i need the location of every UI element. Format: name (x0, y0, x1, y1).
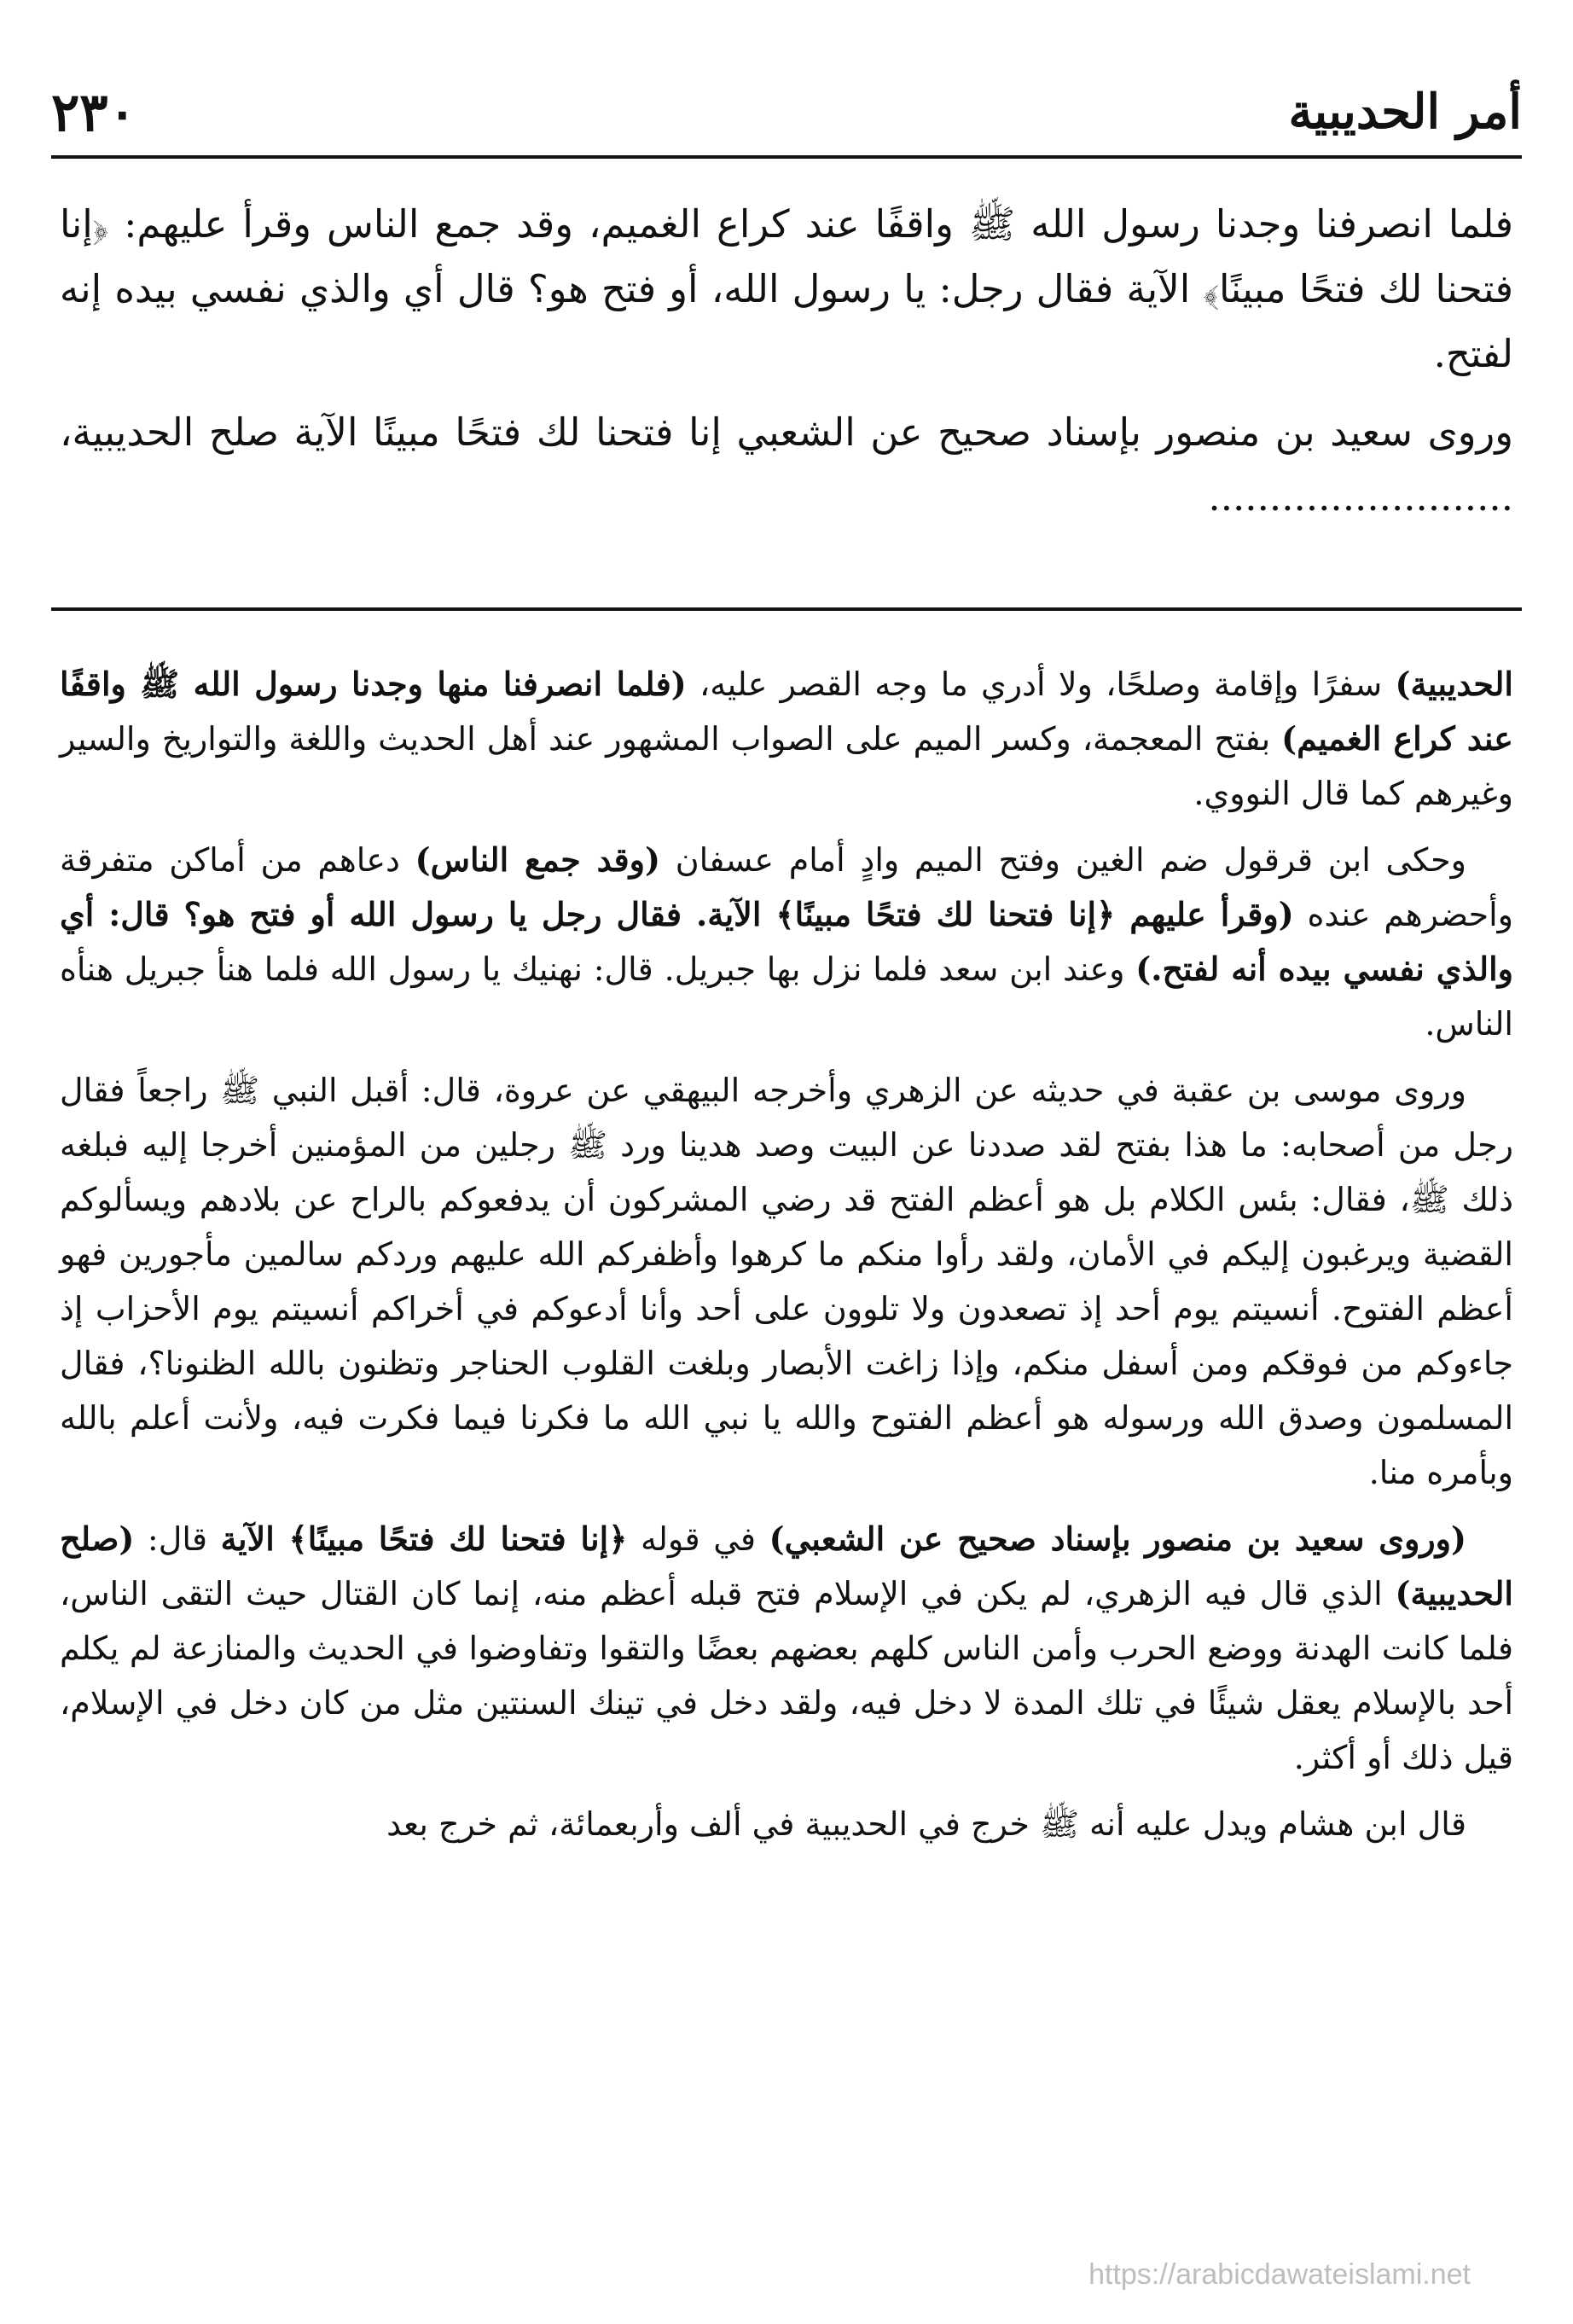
commentary-paragraph (60, 1512, 1513, 1785)
commentary-text: قال: (134, 1520, 221, 1558)
quoted-text: (وقرأ عليهم ﴿إنا فتحنا لك فتحًا مبينًا﴾ الآية. فقال رجل يا رسول الله أو فتح هو؟ قال: أي والذي نفسي بيده أنه لفتح.) (60, 895, 1513, 988)
commentary-text: وعند ابن سعد فلما نزل بها جبريل. قال: نهنيك يا رسول الله فلما هنأ جبريل هنأه الناس. (60, 950, 1513, 1043)
text-commentary-divider (51, 607, 1522, 611)
quoted-text: (وقد جمع الناس) (415, 840, 661, 879)
ellipsis-dots: ......................... (1208, 474, 1513, 520)
commentary-text: دعاهم من أماكن متفرقة وأحضرهم عنده (60, 841, 1513, 933)
watermark-url: https://arabicdawateislami.net (1088, 2258, 1471, 2291)
quoted-text: الحديبية) (1395, 665, 1513, 703)
running-title: أمر الحديبية (1288, 84, 1522, 140)
page-number: ٢٣٠ (51, 80, 136, 143)
commentary (60, 657, 1513, 1863)
main-paragraph-text: وروى سعيد بن منصور بإسناد صحيح عن الشعبي إنا فتحنا لك فتحًا مبينًا الآية صلح الحديبية، (60, 410, 1513, 455)
main-text (60, 192, 1513, 543)
quoted-text: (وروى سعيد بن منصور بإسناد صحيح عن الشعبي) (769, 1519, 1466, 1558)
commentary-paragraph: وروى موسى بن عقبة في حديثه عن الزهري وأخرجه البيهقي عن عروة، قال: أقبل النبي ﷺ راجعاً فقال رجل من أصحابه: ما هذا بفتح لقد صددنا عن البيت وصد هدينا ورد ﷺ رجلين من المؤمنين أخرجا إليه فبلغه ذلك ﷺ، فقال: بئس الكلام بل هو أعظم الفتح قد رضي المشركون أن يدفعوكم بالراح عن بلادهم ويسألوكم القضية ويرغبون إليكم في الأمان، ولقد رأوا منكم ما كرهوا وأظفركم الله عليهم وردكم سالمين مأجورين فهو أعظم الفتوح. أنسيتم يوم أحد إذ تصعدون ولا تلوون على أحد وأنا أدعوكم في أخراكم أنسيتم يوم الأحزاب إذ جاءوكم من فوقكم ومن أسفل منكم، وإذا زاغت الأبصار وبلغت القلوب الحناجر وتظنون بالله الظنونا؟، فقال المسلمون وصدق الله ورسوله هو أعظم الفتوح والله يا نبي الله ما فكرنا فيما فكرت فيه، ولأنت أعلم بالله وبأمره منا. (60, 1072, 1513, 1491)
quoted-text: (فلما انصرفنا منها وجدنا رسول الله ﷺ واقفًا عند كراع الغميم) (60, 665, 1513, 758)
commentary-paragraph: قال ابن هشام ويدل عليه أنه ﷺ خرج في الحديبية في ألف وأربعمائة، ثم خرج بعد (386, 1805, 1466, 1843)
commentary-text: في قوله (627, 1520, 769, 1558)
quoted-text: (صلح الحديبية) (60, 1519, 1513, 1612)
commentary-text: سفرًا وإقامة وصلحًا، ولا أدري ما وجه القصر عليه، (686, 665, 1396, 703)
quoted-text: ﴿إنا فتحنا لك فتحًا مبينًا﴾ الآية (220, 1519, 628, 1558)
commentary-text: وحكى ابن قرقول ضم الغين وفتح الميم وادٍ أمام عسفان (660, 841, 1466, 879)
commentary-paragraph (60, 833, 1513, 1051)
main-paragraph: فلما انصرفنا وجدنا رسول الله ﷺ واقفًا عند كراع الغميم، وقد جمع الناس وقرأ عليهم: ﴿إنا فتحنا لك فتحًا مبينًا﴾ الآية فقال رجل: يا رسول الله، أو فتح هو؟ قال أي والذي نفسي بيده إنه لفتح. (60, 201, 1513, 376)
page-header (51, 82, 1522, 142)
header-divider (51, 155, 1522, 159)
commentary-text: بفتح المعجمة، وكسر الميم على الصواب المشهور عند أهل الحديث واللغة والتواريخ والسير وغيرهم كما قال النووي. (60, 720, 1513, 812)
commentary-paragraph (60, 657, 1513, 821)
commentary-text: الذي قال فيه الزهري، لم يكن في الإسلام فتح قبله أعظم منه، إنما كان القتال حيث التقى الناس، فلما كانت الهدنة ووضع الحرب وأمن الناس كلهم بعضهم بعضًا والتقوا وتفاوضوا في الحديث والمنازعة لم يكلم أحد بالإسلام يعقل شيئًا في تلك المدة لا دخل فيه، ولقد دخل في تينك السنتين مثل من كان دخل في الإسلام، قيل ذلك أو أكثر. (60, 1575, 1513, 1776)
main-paragraph (60, 400, 1513, 530)
